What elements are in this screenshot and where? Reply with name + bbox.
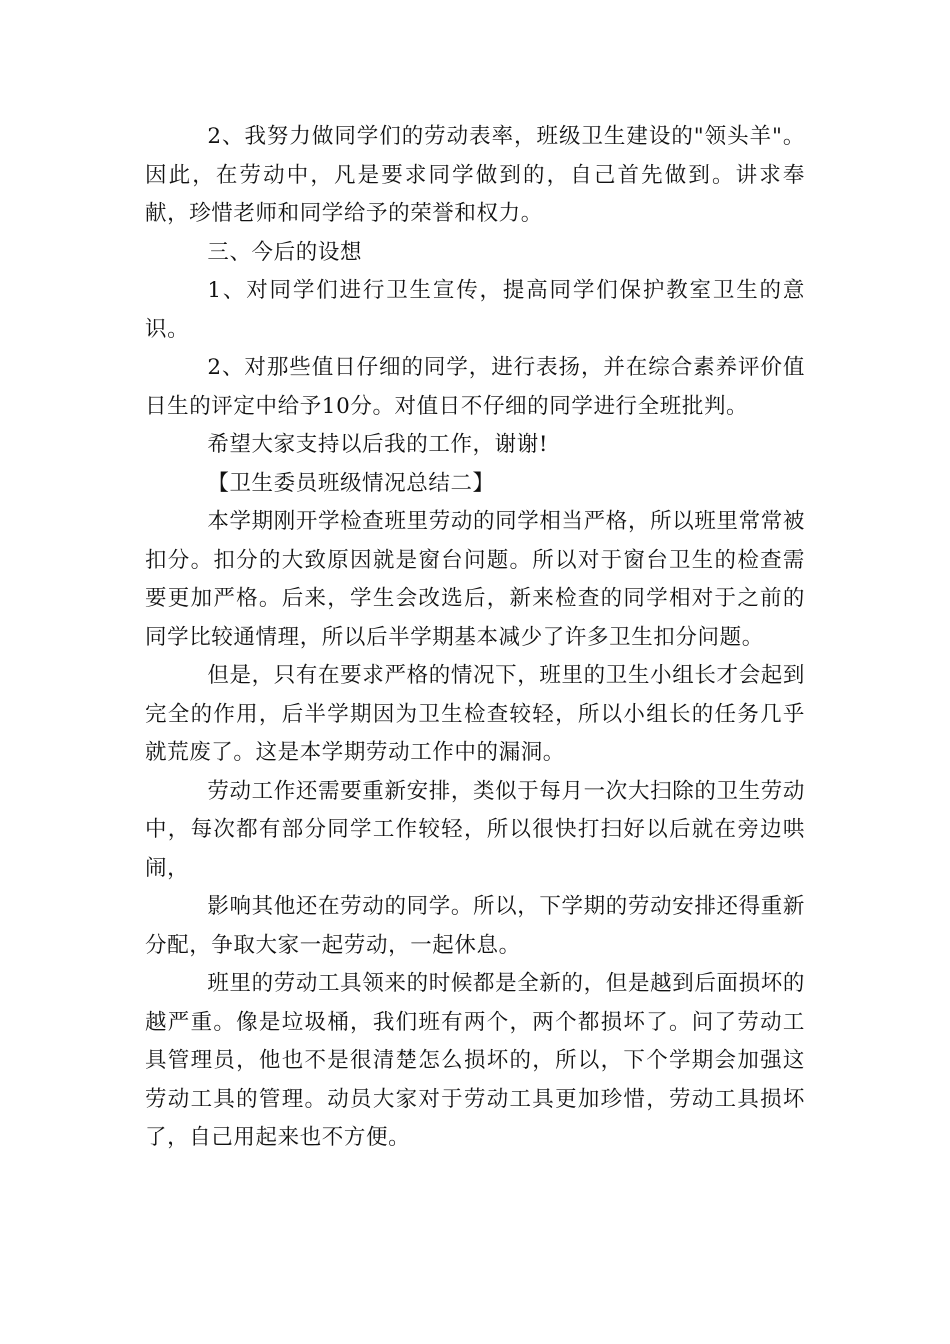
paragraph-tools: 班里的劳动工具领来的时候都是全新的，但是越到后面损坏的越严重。像是垃圾桶，我们班有两个，两个都损坏了。问了劳动工具管理员，他也不是很清楚怎么损坏的，所以，下个学期会加强这劳动工具的管理。动员大家对于劳动工具更加珍惜，劳动工具损坏了，自己用起来也不方便。: [145, 971, 805, 1150]
heading-future-plans: 三、今后的设想: [207, 239, 363, 265]
paragraph-praise-duty: 2、对那些值日仔细的同学，进行表扬，并在综合素养评价值日生的评定中给予10分。对值日不仔细的同学进行全班批判。: [145, 355, 805, 419]
document-body: [145, 118, 805, 1158]
paragraph-group-leaders: 但是，只有在要求严格的情况下，班里的卫生小组长才会起到完全的作用，后半学期因为卫生检查较轻，所以小组长的任务几乎就荒废了。这是本学期劳动工作中的漏洞。: [145, 663, 805, 765]
paragraph-semester-start: 本学期刚开学检查班里劳动的同学相当严格，所以班里常常被扣分。扣分的大致原因就是窗台问题。所以对于窗台卫生的检查需要更加严格。后来，学生会改选后，新来检查的同学相对于之前的同学比较通情理，所以后半学期基本减少了许多卫生扣分问题。: [145, 509, 805, 650]
paragraph-hygiene-promotion: 1、对同学们进行卫生宣传，提高同学们保护教室卫生的意识。: [145, 278, 805, 342]
paragraph-rearrange-work: 劳动工作还需要重新安排，类似于每月一次大扫除的卫生劳动中，每次都有部分同学工作较轻，所以很快打扫好以后就在旁边哄闹，: [145, 778, 805, 881]
section-title-summary-two: 【卫生委员班级情况总结二】: [207, 470, 495, 496]
paragraph-redistribute: 影响其他还在劳动的同学。所以，下学期的劳动安排还得重新分配，争取大家一起劳动，一起休息。: [145, 894, 805, 958]
paragraph-thanks: 希望大家支持以后我的工作，谢谢!: [207, 432, 549, 457]
paragraph-role-model: 2、我努力做同学们的劳动表率，班级卫生建设的"领头羊"。因此，在劳动中，凡是要求同学做到的，自己首先做到。讲求奉献，珍惜老师和同学给予的荣誉和权力。: [145, 124, 805, 226]
